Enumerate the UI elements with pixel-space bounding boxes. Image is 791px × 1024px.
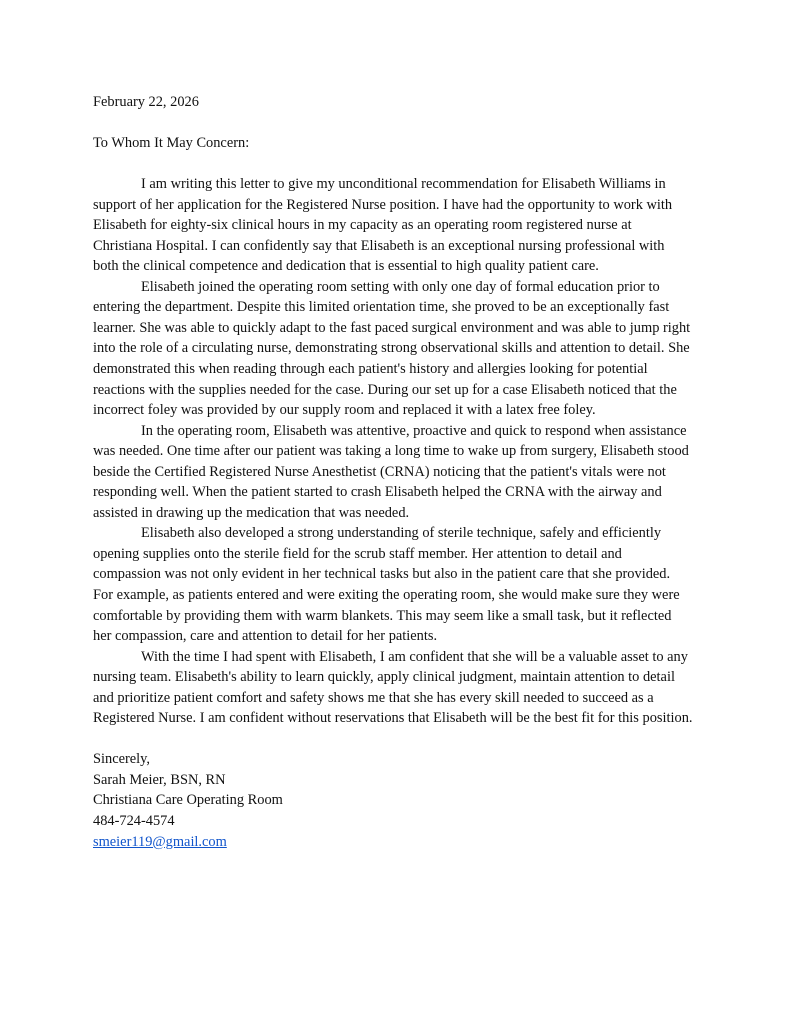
letter-date: February 22, 2026: [93, 94, 199, 110]
paragraph-conclusion: With the time I had spent with Elisabeth, I am confident that she will be a valuable asset to any nursing team. Elisabeth's ability to learn quickly, apply clinical judgment, maintain attention to detail and prioritize patient comfort and safety shows me that she has every skill needed to succeed as a Registered Nurse. I am confident without reservations that Elisabeth will be the best fit for this position.: [93, 648, 693, 727]
salutation: To Whom It May Concern:: [93, 135, 250, 152]
signer-name: Sarah Meier, BSN, RN: [93, 771, 226, 788]
paragraph-attentive: In the operating room, Elisabeth was attentive, proactive and quick to respond when assistance was needed. One time after our patient was taking a long time to wake up from surgery, Elisabeth stood beside the Certified Registered Nurse Anesthetist (CRNA) noticing that the patient's vitals were not responding well. When the patient started to crash Elisabeth helped the CRNA with the airway and assisted in drawing up the medication that was needed.: [93, 422, 689, 521]
signer-organization: Christiana Care Operating Room: [93, 792, 283, 809]
signature-block: [93, 749, 693, 852]
paragraph-sterile-technique: Elisabeth also developed a strong understanding of sterile technique, safely and efficiently opening supplies onto the sterile field for the scrub staff member. Her attention to detail and compassion was not only evident in her technical tasks but also in the patient care that she provided. For example, as patients entered and were exiting the operating room, she would make sure they were comfortable by providing them with warm blankets. This may seem like a small task, but it reflected her compassion, care and attention to detail for her patients.: [93, 525, 680, 645]
signer-email-link[interactable]: smeier119@gmail.com: [93, 833, 227, 850]
valediction: Sincerely,: [93, 751, 151, 768]
paragraph-fast-learner: Elisabeth joined the operating room setting with only one day of formal education prior to entering the department. Despite this limited orientation time, she proved to be an exceptionally fast learner. She was able to quickly adapt to the fast paced surgical environment and was able to jump right into the role of a circulating nurse, demonstrating strong observational skills and attention to detail. She demonstrated this when reading through each patient's history and allergies looking for potential reactions with the supplies needed for the case. During our set up for a case Elisabeth noticed that the incorrect foley was provided by our supply room and replaced it with a latex free foley.: [93, 278, 691, 419]
letter-body: [93, 174, 693, 729]
recommendation-letter: [93, 92, 693, 852]
signer-phone: 484-724-4574: [93, 813, 175, 829]
paragraph-introduction: I am writing this letter to give my unconditional recommendation for Elisabeth Williams in support of her application for the Registered Nurse position. I have had the opportunity to work with Elisabeth for eighty-six clinical hours in my capacity as an operating room registered nurse at Christiana Hospital. I can confidently say that Elisabeth is an exceptional nursing professional with both the clinical competence and dedication that is essential to high quality patient care.: [93, 176, 673, 275]
